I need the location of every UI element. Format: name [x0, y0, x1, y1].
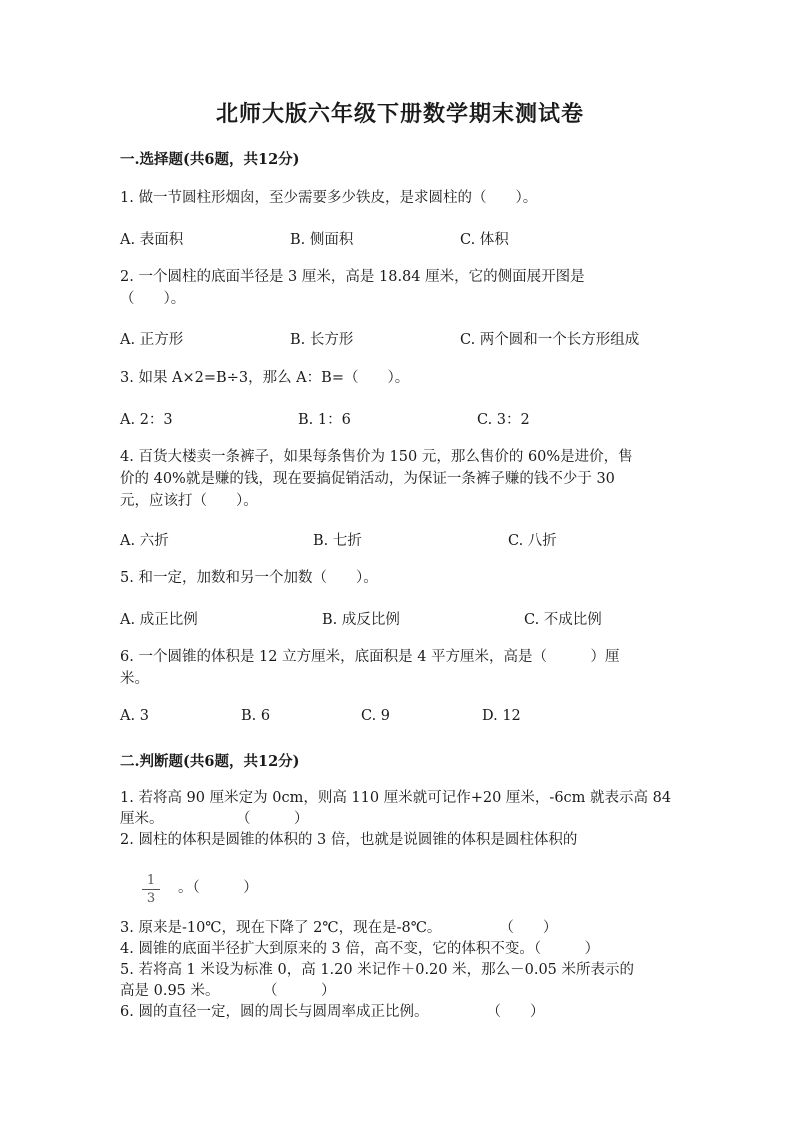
- option-a[interactable]: A. 成正比例: [120, 612, 198, 628]
- option-c[interactable]: C. 3：2: [477, 412, 530, 428]
- option-b[interactable]: B. 侧面积: [290, 232, 354, 248]
- judge-4: 4. 圆锥的底面半径扩大到原来的 3 倍，高不变，它的体积不变。（ ）: [120, 941, 600, 957]
- option-b[interactable]: B. 长方形: [290, 332, 354, 348]
- judge-2: 2. 圆柱的体积是圆锥的体积的 3 倍，也就是说圆锥的体积是圆柱体积的: [120, 832, 578, 848]
- option-d[interactable]: D. 12: [482, 708, 521, 724]
- section-heading-choice: 一.选择题(共6题，共12分): [120, 151, 300, 168]
- question-6-cont: 米。: [120, 671, 149, 687]
- judge-3: 3. 原来是-10℃，现在下降了 2℃，现在是-8℃。 （ ）: [120, 920, 558, 936]
- judge-6: 6. 圆的直径一定，圆的周长与圆周率成正比例。 （ ）: [120, 1004, 545, 1020]
- option-c[interactable]: C. 不成比例: [524, 612, 602, 628]
- judge-5: 5. 若将高 1 米设为标准 0，高 1.20 米记作＋0.20 米，那么－0.05 米所表示的: [120, 962, 635, 978]
- fraction-one-third: [142, 873, 160, 906]
- judge-5-cont: 高是 0.95 米。 （ ）: [120, 983, 336, 999]
- section-heading-judge: 二.判断题(共6题，共12分): [120, 753, 300, 770]
- option-b[interactable]: B. 成反比例: [322, 612, 400, 628]
- option-a[interactable]: A. 正方形: [120, 332, 184, 348]
- option-a[interactable]: A. 2：3: [120, 412, 173, 428]
- option-b[interactable]: B. 1：6: [298, 412, 351, 428]
- question-1: 1. 做一节圆柱形烟囱，至少需要多少铁皮，是求圆柱的（ ）。: [120, 190, 538, 206]
- option-b[interactable]: B. 七折: [313, 533, 362, 549]
- fraction-bar: [142, 889, 160, 890]
- question-2-cont: （ ）。: [120, 291, 186, 307]
- fraction-numerator: 1: [146, 873, 156, 888]
- option-c[interactable]: C. 两个圆和一个长方形组成: [460, 332, 640, 348]
- question-5: 5. 和一定，加数和另一个加数（ ）。: [120, 570, 378, 586]
- fraction-denominator: 3: [146, 891, 156, 906]
- option-c[interactable]: C. 9: [361, 708, 391, 724]
- question-4-cont: 价的 40%就是赚的钱，现在要搞促销活动，为保证一条裤子赚的钱不少于 30: [120, 471, 615, 487]
- option-b[interactable]: B. 6: [241, 708, 271, 724]
- option-a[interactable]: A. 六折: [120, 533, 169, 549]
- option-c[interactable]: C. 八折: [508, 533, 557, 549]
- judge-1-cont: 厘米。 （ ）: [120, 811, 309, 827]
- option-a[interactable]: A. 3: [120, 708, 149, 724]
- option-a[interactable]: A. 表面积: [120, 232, 184, 248]
- option-c[interactable]: C. 体积: [460, 232, 509, 248]
- question-2: 2. 一个圆柱的底面半径是 3 厘米，高是 18.84 厘米，它的侧面展开图是: [120, 269, 585, 285]
- question-4: 4. 百货大楼卖一条裤子，如果每条售价为 150 元，那么售价的 60%是进价，售: [120, 449, 633, 465]
- question-3: 3. 如果 A×2=B÷3，那么 A：B=（ ）。: [120, 370, 410, 386]
- judge-1: 1. 若将高 90 厘米定为 0cm，则高 110 厘米就可记作+20 厘米，-6cm 就表示高 84: [120, 790, 672, 806]
- question-6: 6. 一个圆锥的体积是 12 立方厘米，底面积是 4 平方厘米，高是（ ）厘: [120, 649, 620, 665]
- judge-2-cont: 。（ ）: [178, 880, 258, 896]
- page-title: 北师大版六年级下册数学期末测试卷: [215, 101, 584, 127]
- question-4-cont: 元，应该打（ ）。: [120, 493, 258, 509]
